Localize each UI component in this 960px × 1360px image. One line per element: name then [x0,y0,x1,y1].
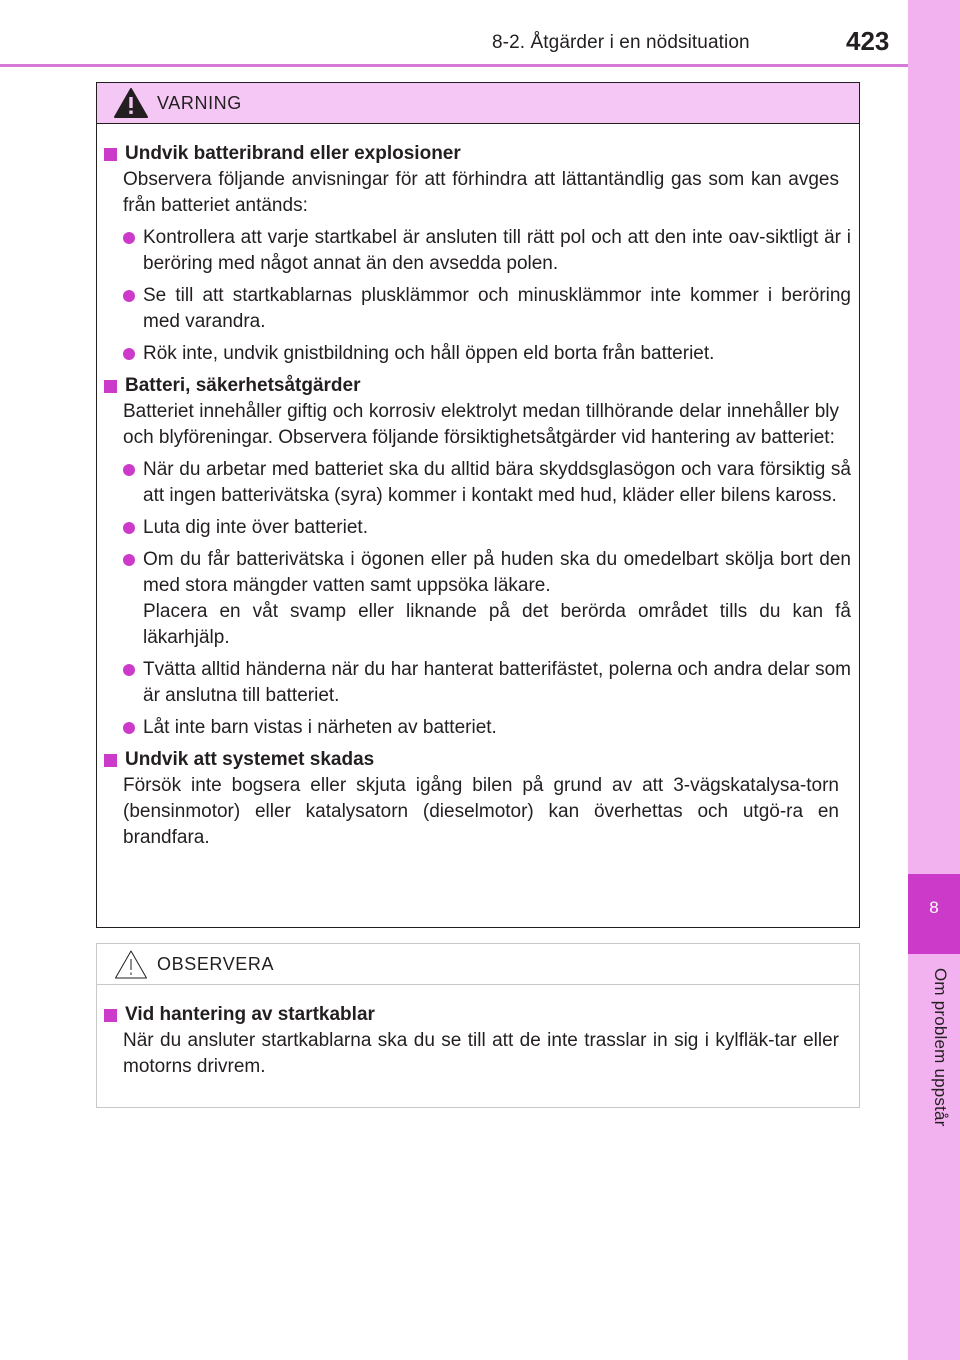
round-bullet-icon [123,464,135,476]
warning-header [97,83,859,124]
section-heading [104,747,851,773]
square-bullet-icon [104,1009,117,1022]
section-intro: När du ansluter startkablarna ska du se till att de inte trasslar in sig i kylfläk-tar eller motorns drivrem. [123,1030,839,1077]
section-intro: Försök inte bogsera eller skjuta igång bilen på grund av att 3-vägskatalysa-torn (bensinmotor) eller katalysatorn (dieselmotor) kan överhettas och utgö-ra en brandfara. [123,775,839,848]
section-heading-text: Vid hantering av startkablar [125,1004,375,1025]
list-item [104,515,851,541]
section-heading [104,1002,851,1028]
chapter-title: Om problem uppstår [931,968,950,1127]
page-number: 423 [846,26,890,56]
list-item [104,283,851,335]
round-bullet-icon [123,348,135,360]
section-heading-text: Undvik batteribrand eller explosioner [125,143,461,164]
list-item [104,715,851,741]
list-item-text [143,225,851,277]
header-rule [0,64,908,67]
list-item [104,657,851,709]
list-item [104,547,851,651]
warning-triangle-icon [113,87,149,119]
list-item-paragraph: Kontrollera att varje startkabel är ansluten till rätt pol och att den inte oav-siktligt är i beröring med något annat än den avsedda polen. [143,227,851,274]
warning-body [97,124,859,851]
round-bullet-icon [123,290,135,302]
list-item-text [143,341,851,367]
square-bullet-icon [104,754,117,767]
list-item-paragraph: Rök inte, undvik gnistbildning och håll öppen eld borta från batteriet. [143,343,715,364]
round-bullet-icon [123,232,135,244]
list-item-paragraph: Om du får batterivätska i ögonen eller på huden ska du omedelbart skölja bort den med stora mängder vatten samt uppsöka läkare. [143,549,851,596]
list-item-text [143,657,851,709]
list-item-text [143,715,851,741]
notice-box [96,943,860,1108]
list-item-text [143,547,851,651]
chapter-box [908,874,960,954]
section-intro: Batteriet innehåller giftig och korrosiv elektrolyt medan tillhörande delar innehåller bly och blyföreningar. Observera följande försiktighetsåtgärder vid hantering av batteriet: [123,401,839,448]
round-bullet-icon [123,664,135,676]
round-bullet-icon [123,554,135,566]
section-heading-text: Undvik att systemet skadas [125,749,375,770]
caution-triangle-outline-icon [113,948,149,980]
section-heading [104,373,851,399]
section-heading [104,141,851,167]
section-heading-text: Batteri, säkerhetsåtgärder [125,375,361,396]
notice-header [97,944,859,985]
warning-label: VARNING [157,93,242,113]
list-item-paragraph: Tvätta alltid händerna när du har hanterat batterifästet, polerna och andra delar som är anslutna till batteriet. [143,659,851,706]
round-bullet-icon [123,722,135,734]
notice-body [97,985,859,1080]
list-item-text [143,515,851,541]
round-bullet-icon [123,522,135,534]
section-intro: Observera följande anvisningar för att förhindra att lättantändlig gas som kan avges från batteriet antänds: [123,169,839,216]
square-bullet-icon [104,380,117,393]
section-title: 8-2. Åtgärder i en nödsituation [492,32,750,53]
list-item-paragraph: Placera en våt svamp eller liknande på det berörda området tills du kan få läkarhjälp. [143,601,851,648]
chapter-number: 8 [929,898,939,917]
list-item-text [143,283,851,335]
warning-box [96,82,860,928]
notice-label: OBSERVERA [157,954,275,974]
list-item [104,457,851,509]
list-item-paragraph: Låt inte barn vistas i närheten av batteriet. [143,717,497,738]
list-item [104,341,851,367]
list-item [104,225,851,277]
list-item-paragraph: Luta dig inte över batteriet. [143,517,368,538]
list-item-text [143,457,851,509]
list-item-paragraph: Se till att startkablarnas plusklämmor och minusklämmor inte kommer i beröring med varandra. [143,285,851,332]
square-bullet-icon [104,148,117,161]
list-item-paragraph: När du arbetar med batteriet ska du alltid bära skyddsglasögon och vara försiktig så att ingen batterivätska (syra) kommer i kontakt med hud, kläder eller bilens kaross. [143,459,851,506]
